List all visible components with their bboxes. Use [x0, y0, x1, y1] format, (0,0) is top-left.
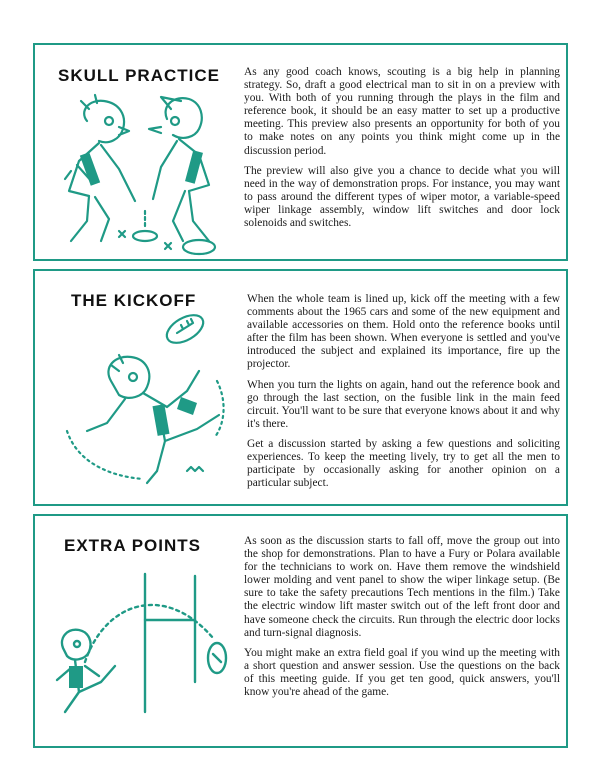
paragraph: You might make an extra field goal if you wind up the meeting with a short question and answer session. Use the questions on the back of this meeting guide. If you get ten good, quick answers, you'll know you're ahead of the game. — [244, 646, 560, 699]
section-title: THE KICKOFF — [71, 291, 197, 310]
section-extra-points — [33, 514, 568, 748]
paragraph: The preview will also give you a chance to decide what you will need in the way of demonstration props. For instance, you may want to pass around the different types of wiper motor, a variable-speed wiper linkage assembly, window lift switches and door lock solenoids and switches. — [244, 164, 560, 230]
section-the-kickoff — [33, 269, 568, 506]
paragraph: As any good coach knows, scouting is a big help in planning strategy. So, draft a good electrical man to sit in on a preview with you. With both of you running through the plays in the film and reference book, it should be an easy matter to set up a productive meeting. This preview also presents an opportunity for both of you to make notes on any points you think might come up in the discussion period. — [244, 66, 560, 157]
section-title: EXTRA POINTS — [64, 536, 201, 555]
paragraph: Get a discussion started by asking a few questions and soliciting experiences. To keep the meeting lively, try to get all the men to participate by occasionally asking for another opinion on a particular subject. — [247, 437, 560, 490]
field-goal-illustration — [45, 562, 240, 742]
paragraph: As soon as the discussion starts to fall off, move the group out into the shop for demonstrations. Plan to have a Fury or Polara available for the technicians to work on. Have them remove the windshield lower molding and vent panel to show the wiper linkage setup. (Be sure to take the safety precautions Tech mentions in the film.) Take the electric window lift master switch out of the left front door and have someone check the circuits. Run through the electric door locks and turn-signal diagnosis. — [244, 535, 560, 639]
section-skull-practice — [33, 43, 568, 261]
section-title: SKULL PRACTICE — [58, 66, 220, 85]
section-body — [244, 66, 560, 237]
section-body — [247, 293, 560, 497]
coaches-illustration — [49, 91, 244, 256]
paragraph: When you turn the lights on again, hand out the reference book and go through the last section, on the fusible link in the main feed circuit. You'll want to be sure that everyone knows about it and why it's there. — [247, 378, 560, 430]
kicker-illustration — [47, 311, 242, 496]
section-body — [244, 535, 560, 706]
paragraph: When the whole team is lined up, kick off the meeting with a few comments about the 1965 cars and some of the new equipment and available accessories on them. Hold onto the reference books until after the film has been shown. When everyone is settled and you've introduced the subject and explained its importance, fire up the projector. — [247, 293, 560, 371]
